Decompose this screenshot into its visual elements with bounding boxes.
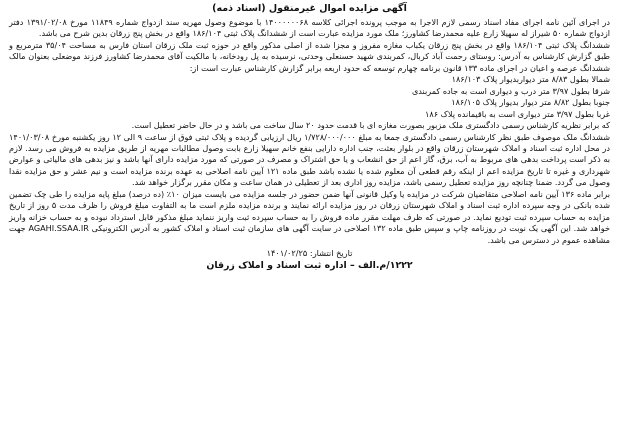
publication-date: تاریخ انتشار: ۱۴۰۱/۰۲/۲۵ [266,248,353,259]
boundary-east: شرقا بطول ۳/۹۷ متر درب و دیواری است به جاده کمربندی [411,85,610,96]
boundary-south: جنوبا بطول ۸/۸۲ متر دیوار بدیوار پلاک ۱۸۶/۱۰۵ [451,97,610,108]
notice-paragraph-property: ششدانگ پلاک ثبتی ۱۸۶/۱۰۴ واقع در بخش پنج زرقان یکباب مغازه مفروز و مجزا شده از اصلی مذکور واقع در حوزه ثبت ملک زرقان استان فارس به مساحت ۳۵/۰۴ مترمربع و طبق گزارش کارشناس به آدرس: روستای رحمت آباد کربال، کمربندی شهید حسنعلی وحدتی، نرسیده به پل رودخانه، با مالکیت آقای محمدرضا کشاورز فرزند موضعلی بعنوان مالک ششدانگ عرصه و اعیان در اجرای ماده ۱۳۳ قانون برنامه چهارم توسعه که حدود اربعه برابر گزارش کارشناس عبارت است از: [9,39,610,73]
notice-paragraph-intro: در اجرای آئین نامه اجرای مفاد اسناد رسمی لازم الاجرا به موجب پرونده اجرائی کلاسه ۱۴۰۰۰۰۰۰۶۸ با موضوع وصول مهریه سند ازدواج شماره ۱۱۸۴۹ مورخ ۱۳۹۱/۰۲/۰۸ دفتر ازدواج شماره ۵۰ شیراز له سهیلا زارع علیه محمدرضا کشاورز؛ ملک مورد مزایده عبارت است از ششدانگ پلاک ثبتی ۱۸۶/۱۰۴ واقع در بخش پنج زرقان بدین شرح می باشد. [9,17,610,39]
notice-title: آگهی مزایده اموال غیرمنقول (اسناد ذمه) [212,3,407,14]
notice-paragraph-auction-terms: ششدانگ ملک موصوف طبق نظر کارشناس رسمی دادگستری جمعا به مبلغ ۱/۷۲۸/۰۰۰/۰۰۰ ریال ارزیابی گردیده و پلاک ثبتی فوق از ساعت ۹ الی ۱۲ روز یکشنبه مورخ ۱۴۰۱/۰۳/۰۸ در محل اداره ثبت اسناد و املاک شهرستان زرقان واقع در بلوار بعثت، جنب اداره دارایی بنفع خانم سهیلا زارع بابت وصول مطالبات مهریه از طریق مزایده به فروش می رسد. لازم به ذکر است پرداخت بدهی های مربوط به آب، برق، گاز اعم از حق انشعاب و یا حق اشتراک و مصرف در صورتی که مورد مزایده دارای آنها باشد و نیز بدهی های مالیاتی و عوارض شهرداری و غیره تا تاریخ مزایده اعم از اینکه رقم قطعی آن معلوم شده یا نشده باشد طبق ماده ۱۲۱ آیین نامه اصلاحی به عهده برنده مزایده است و نیم عشر و حق مزایده نقدا وصول می گردد. ضمنا چنانچه روز مزایده تعطیل رسمی باشد، مزایده روز اداری بعد از تعطیلی در همان ساعت و مکان مقرر برگزار خواهد شد. [9,131,610,188]
boundary-north: شمالا بطول ۸/۸۳ متر دیواربدیوار پلاک ۱۸۶/۱۰۳ [451,74,610,85]
issuer-signature: ۱۲۲۲/م.الف – اداره ثبت اسناد و املاک زرقان [206,260,413,272]
notice-paragraph-expert: که برابر نظریه کارشناس رسمی دادگستری ملک مزبور بصورت مغازه ای با قدمت حدود ۲۰ سال ساخت می باشد و در حال حاضر تعطیل است. [131,120,610,131]
boundary-west: غربا بطول ۳/۹۷ متر دیواری است به باقیمانده پلاک ۱۸۶ [425,108,610,119]
notice-paragraph-deposit: برابر ماده ۱۳۶ آیین نامه اصلاحی متقاضیان شرکت در مزایده یا وکیل قانونی آنها ضمن حضور در جلسه مزایده می بایست میزان ۱۰٪ (ده درصد) مبلغ پایه مزایده را طی چک تضمین شده بانکی در وجه سپرده اداره ثبت اسناد و املاک شهرستان زرقان در روز مزایده ارائه نمایند و برنده مزایده ملزم است ما به التفاوت مبلغ فروش را ظرف مدت ۵ روز از تاریخ مزایده به حساب سپرده ثبت تودیع نماید. در صورتی که ظرف مهلت مقرر ماده فروش را به حساب سپرده ثبت واریز ننماید مبلغ مذکور قابل استرداد نبوده و به حساب خزانه واریز خواهد شد. این آگهی یک نوبت در روزنامه چاپ و سپس طبق ماده ۱۳۲ اصلاحی در سایت آگهی های سازمان ثبت اسناد و املاک کشور به آدرس الکترونیکی AGAHI.SSAA.IR جهت مشاهده عموم در دسترس می باشد. [9,188,611,245]
